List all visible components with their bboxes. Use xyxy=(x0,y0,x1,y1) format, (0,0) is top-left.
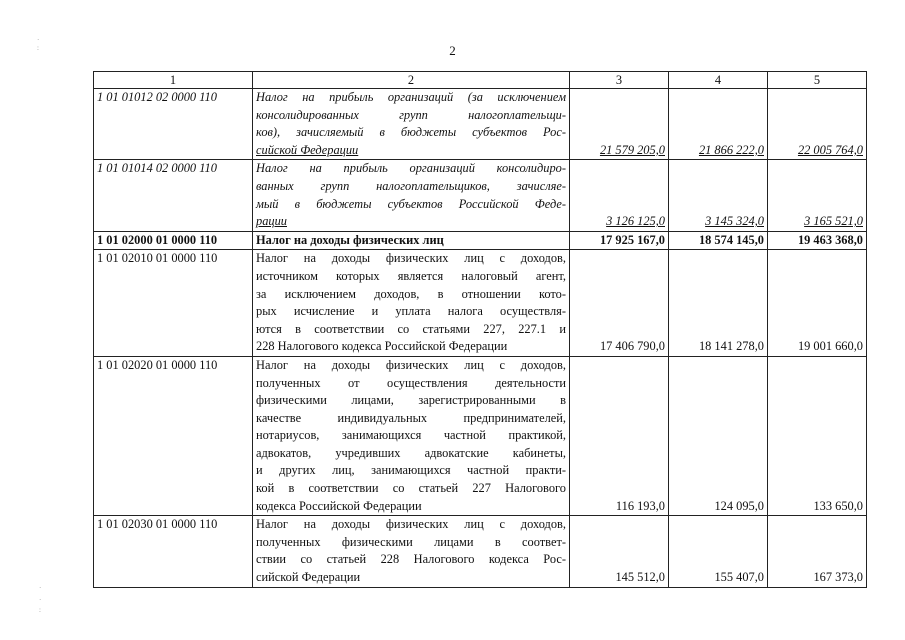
description-line: рации xyxy=(256,214,287,229)
amount-value: 19 001 660,0 xyxy=(797,339,863,354)
description-line: Налог на прибыль организаций консолидиро- xyxy=(256,161,566,176)
table-row xyxy=(94,160,867,231)
description-line: физическими лицами, зарегистрированными в xyxy=(256,393,566,408)
amount-cell-col5 xyxy=(768,250,867,357)
header-row xyxy=(94,72,867,89)
amount-cell-col3 xyxy=(570,516,669,587)
budget-code-cell: 1 01 02000 01 0000 110 xyxy=(94,231,253,250)
amount-cell-col5 xyxy=(768,356,867,515)
column-header-4: 4 xyxy=(669,72,768,89)
amount-value: 21 579 205,0 xyxy=(599,142,665,157)
table-row xyxy=(94,250,867,357)
margin-mark: · xyxy=(39,584,42,592)
amount-value: 124 095,0 xyxy=(714,498,764,513)
description-line: ванных групп налогоплательщиков, зачисляе- xyxy=(256,178,566,193)
budget-code-cell: 1 01 02030 01 0000 110 xyxy=(94,516,253,587)
amount-cell-col3 xyxy=(570,250,669,357)
amount-cell-col4 xyxy=(669,356,768,515)
description-line: ствии со статьей 228 Налогового кодекса Рос- xyxy=(256,552,566,567)
amount-cell-col5 xyxy=(768,89,867,160)
description-line: адвокатов, учредивших адвокатские кабинеты, xyxy=(256,445,566,460)
description-line: кодекса Российской Федерации xyxy=(256,498,422,513)
amount-cell-col5 xyxy=(768,231,867,250)
description-line: и других лиц, занимающихся частной практи- xyxy=(256,463,566,478)
description-line: 228 Налогового кодекса Российской Федерации xyxy=(256,339,508,354)
revenue-table xyxy=(93,71,867,588)
description-line: Налог на доходы физических лиц с доходов, xyxy=(256,357,566,372)
table-body xyxy=(94,89,867,588)
description-line: сийской Федерации xyxy=(256,142,359,157)
column-header-2: 2 xyxy=(253,72,570,89)
amount-value: 19 463 368,0 xyxy=(797,232,863,247)
table-row xyxy=(94,231,867,250)
amount-value: 17 925 167,0 xyxy=(599,232,665,247)
column-header-1: 1 xyxy=(94,72,253,89)
amount-value: 3 165 521,0 xyxy=(804,214,863,229)
budget-code-cell: 1 01 01012 02 0000 110 xyxy=(94,89,253,160)
column-header-3: 3 xyxy=(570,72,669,89)
amount-value: 3 126 125,0 xyxy=(606,214,665,229)
budget-code-cell: 1 01 02010 01 0000 110 xyxy=(94,250,253,357)
amount-value: 133 650,0 xyxy=(813,498,863,513)
amount-cell-col5 xyxy=(768,160,867,231)
budget-code-cell: 1 01 02020 01 0000 110 xyxy=(94,356,253,515)
description-line: Налог на прибыль организаций (за исключением xyxy=(256,90,566,104)
description-line: консолидированных групп налогоплательщи- xyxy=(256,107,566,122)
table-row xyxy=(94,516,867,587)
description-line: полученных от осуществления деятельности xyxy=(256,375,566,390)
amount-value: 155 407,0 xyxy=(714,570,764,585)
table-row xyxy=(94,356,867,515)
column-header-5: 5 xyxy=(768,72,867,89)
description-line: качестве индивидуальных предпринимателей, xyxy=(256,410,566,425)
amount-cell-col3 xyxy=(570,231,669,250)
amount-cell-col3 xyxy=(570,89,669,160)
description-line: мый в бюджеты субъектов Российской Феде- xyxy=(256,196,566,211)
amount-value: 21 866 222,0 xyxy=(698,142,764,157)
description-cell xyxy=(253,231,570,250)
description-cell xyxy=(253,250,570,357)
description-cell xyxy=(253,356,570,515)
description-line: рых исчисление и уплата налога осуществля- xyxy=(256,304,566,319)
amount-cell-col3 xyxy=(570,356,669,515)
description-line: нотариусов, занимающихся частной практикой, xyxy=(256,428,566,443)
description-line: за исключением доходов, в отношении кото- xyxy=(256,286,566,301)
description-line: ков), зачисляемый в бюджеты субъектов Рос- xyxy=(256,125,566,140)
amount-cell-col3 xyxy=(570,160,669,231)
page-number: 2 xyxy=(449,43,456,58)
description-line: сийской Федерации xyxy=(256,570,361,585)
description-line: Налог на доходы физических лиц с доходов, xyxy=(256,517,566,532)
description-cell xyxy=(253,160,570,231)
amount-value: 22 005 764,0 xyxy=(797,142,863,157)
amount-value: 17 406 790,0 xyxy=(599,339,665,354)
description-cell xyxy=(253,89,570,160)
margin-mark: : xyxy=(37,44,39,52)
margin-mark: : xyxy=(39,606,41,614)
margin-mark: · xyxy=(37,36,40,44)
amount-value: 145 512,0 xyxy=(615,570,665,585)
amount-cell-col4 xyxy=(669,89,768,160)
description-cell xyxy=(253,516,570,587)
margin-mark: · xyxy=(39,596,42,604)
amount-value: 18 141 278,0 xyxy=(698,339,764,354)
amount-value: 167 373,0 xyxy=(813,570,863,585)
amount-value: 116 193,0 xyxy=(615,498,665,513)
description-line: источником которых является налоговый агент, xyxy=(256,268,566,283)
description-line: полученных физическими лицами в соответ- xyxy=(256,534,566,549)
amount-cell-col4 xyxy=(669,231,768,250)
table-row xyxy=(94,89,867,160)
description-line: Налог на доходы физических лиц с доходов, xyxy=(256,251,566,266)
amount-cell-col4 xyxy=(669,160,768,231)
amount-value: 3 145 324,0 xyxy=(705,214,764,229)
description-line: ются в соответствии со статьями 227, 227.1 и xyxy=(256,321,566,336)
budget-code-cell: 1 01 01014 02 0000 110 xyxy=(94,160,253,231)
amount-cell-col4 xyxy=(669,250,768,357)
amount-cell-col5 xyxy=(768,516,867,587)
description-line: кой в соответствии со статьей 227 Налогового xyxy=(256,481,566,496)
description-line: Налог на доходы физических лиц xyxy=(256,232,444,247)
amount-cell-col4 xyxy=(669,516,768,587)
amount-value: 18 574 145,0 xyxy=(698,232,764,247)
